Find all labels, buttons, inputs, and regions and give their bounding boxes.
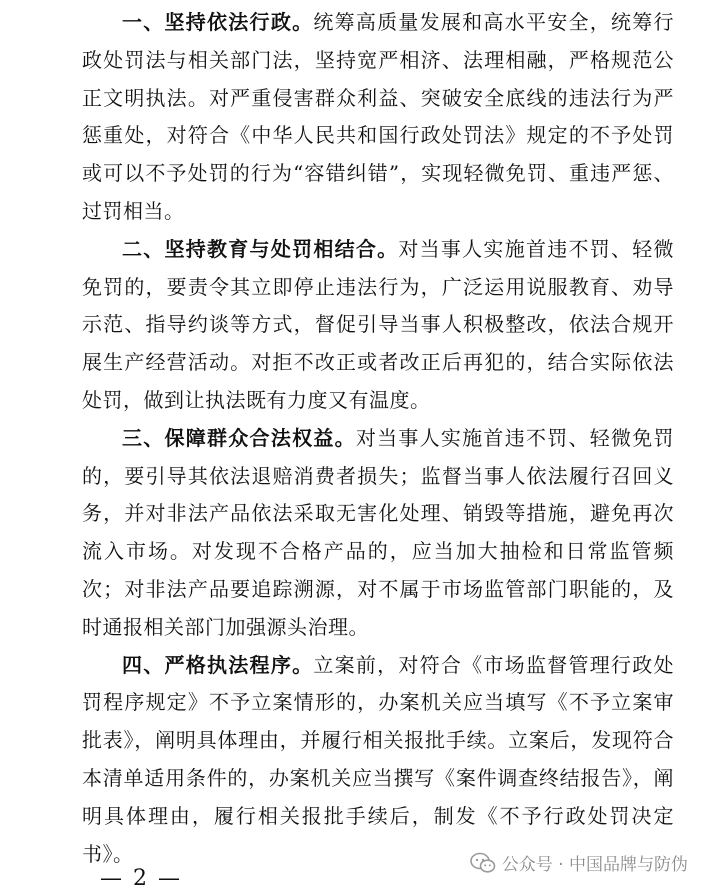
wechat-icon (470, 852, 496, 874)
watermark-text: 公众号 · 中国品牌与防伪 (501, 855, 688, 875)
paragraph-1 (82, 4, 674, 231)
paragraph-2-body: 对当事人实施首违不罚、轻微免罚的，要责令其立即停止违法行为，广泛运用说服教育、劝导示范、指导约谈等方式，督促引导当事人积极整改，依法合规开展生产经营活动。对拒不改正或者改正后再犯的，结合实际依法处罚，做到让执法既有力度又有温度。 (82, 236, 675, 412)
paragraph-4-body: 立案前，对符合《市场监督管理行政处罚程序规定》不予立案情形的，办案机关应当填写《不予立案审批表》，阐明具体理由，并履行相关报批手续。立案后，发现符合本清单适用条件的，办案机关应当撰写《案件调查终结报告》，阐明具体理由，履行相关报批手续后，制发《不予行政处罚决定书》。 (82, 652, 675, 866)
paragraph-4-heading: 四、严格执法程序。 (122, 652, 314, 677)
page-number: — 2 — (100, 866, 182, 891)
document-body (82, 4, 674, 873)
paragraph-2 (82, 231, 674, 420)
paragraph-4 (82, 647, 674, 874)
paragraph-3-heading: 三、保障群众合法权益。 (122, 425, 356, 450)
paragraph-3-body: 对当事人实施首违不罚、轻微免罚的，要引导其依法退赔消费者损失；监督当事人依法履行召回义务，并对非法产品依法采取无害化处理、销毁等措施，避免再次流入市场。对发现不合格产品的，应当加大抽检和日常监管频次；对非法产品要追踪溯源，对不属于市场监管部门职能的，及时通报相关部门加强源头治理。 (82, 425, 675, 639)
paragraph-3 (82, 420, 674, 647)
watermark (470, 850, 688, 875)
paragraph-1-heading: 一、坚持依法行政。 (122, 10, 314, 34)
paragraph-2-heading: 二、坚持教育与处罚相结合。 (122, 236, 399, 261)
paragraph-1-body: 统筹高质量发展和高水平安全，统筹行政处罚法与相关部门法，坚持宽严相济、法理相融，严格规范公正文明执法。对严重侵害群众利益、突破安全底线的违法行为严惩重处，对符合《中华人民共和国行政处罚法》规定的不予处罚或可以不予处罚的行为“容错纠错”，实现轻微免罚、重违严惩、过罚相当。 (82, 10, 675, 223)
